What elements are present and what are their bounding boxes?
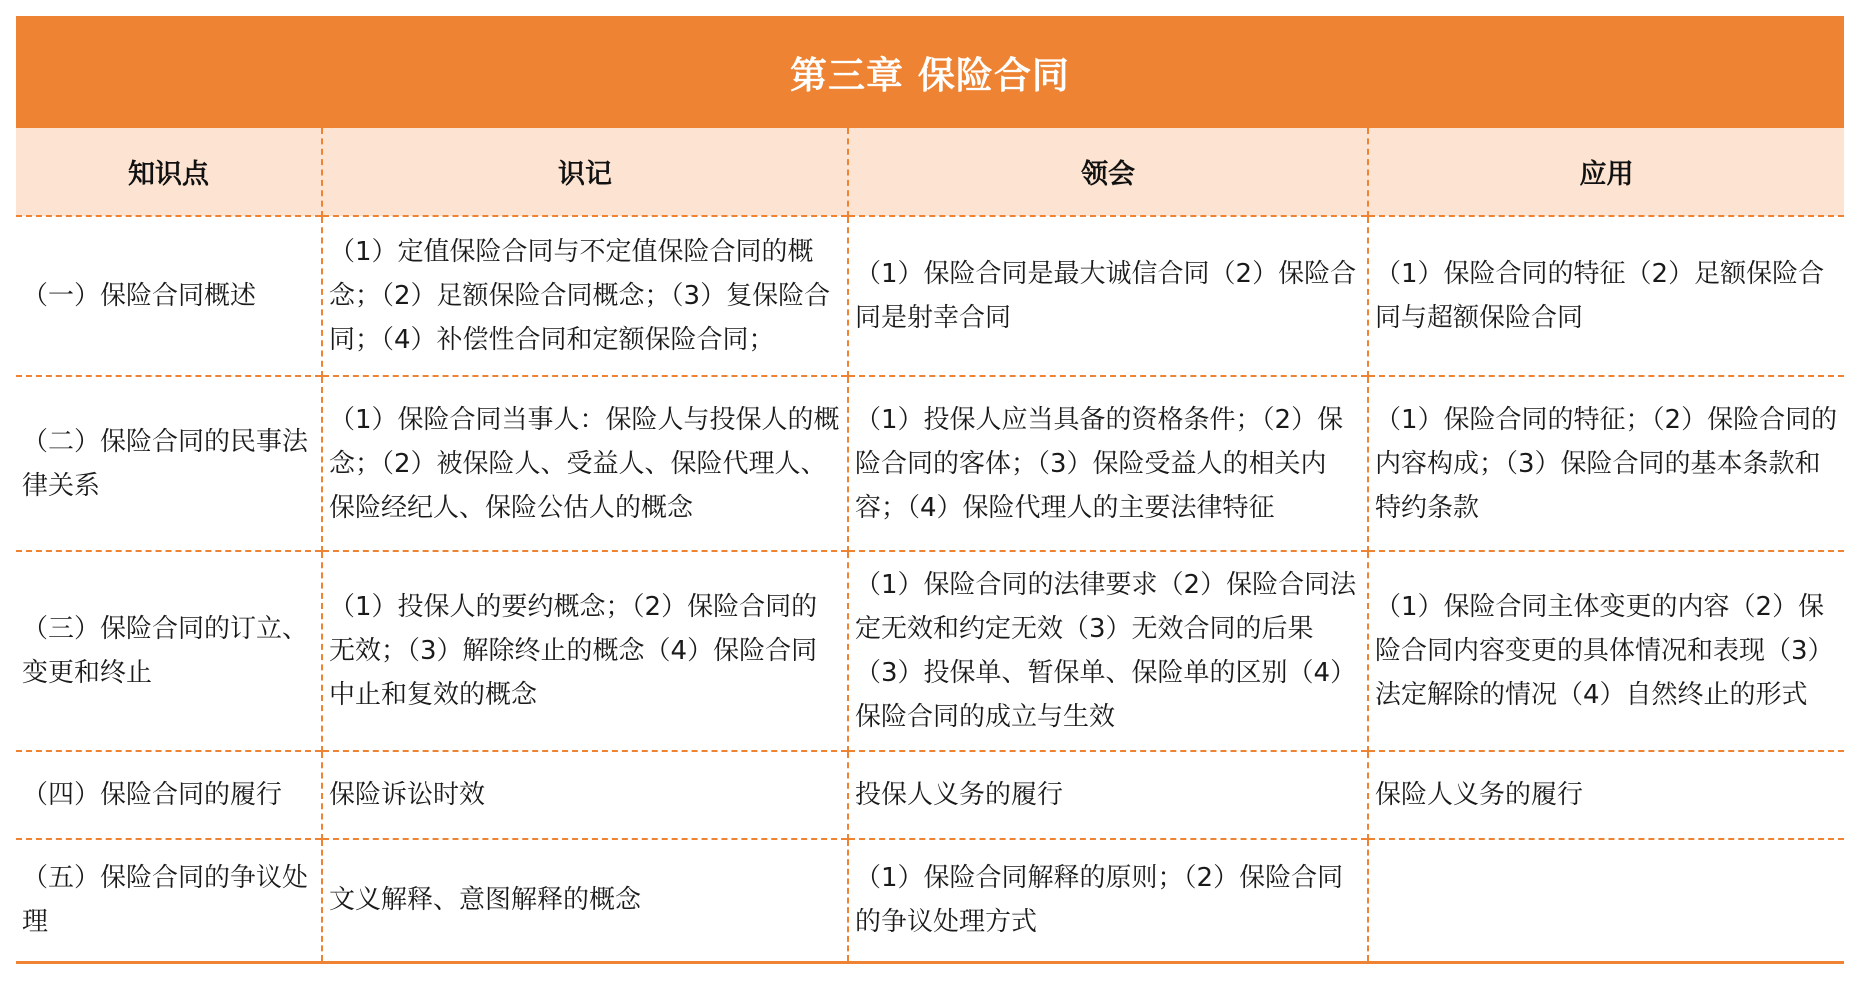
header-understand: 领会	[848, 128, 1368, 216]
table-row	[16, 551, 1844, 751]
header-apply: 应用	[1368, 128, 1844, 216]
understand-cell: （1）投保人应当具备的资格条件；（2）保险合同的客体；（3）保险受益人的相关内容；（4）保险代理人的主要法律特征	[848, 376, 1368, 551]
table-row	[16, 751, 1844, 839]
table-row	[16, 839, 1844, 962]
recall-cell: （1）投保人的要约概念；（2）保险合同的无效；（3）解除终止的概念（4）保险合同中止和复效的概念	[322, 551, 848, 751]
apply-cell: （1）保险合同主体变更的内容（2）保险合同内容变更的具体情况和表现（3）法定解除的情况（4）自然终止的形式	[1368, 551, 1844, 751]
recall-cell: （1）保险合同当事人：保险人与投保人的概念；（2）被保险人、受益人、保险代理人、保险经纪人、保险公估人的概念	[322, 376, 848, 551]
recall-cell: 保险诉讼时效	[322, 751, 848, 839]
topic-cell: （五）保险合同的争议处理	[16, 839, 322, 962]
understand-cell: （1）保险合同是最大诚信合同（2）保险合同是射幸合同	[848, 216, 1368, 376]
apply-cell: （1）保险合同的特征；（2）保险合同的内容构成；（3）保险合同的基本条款和特约条款	[1368, 376, 1844, 551]
understand-cell: （1）保险合同的法律要求（2）保险合同法定无效和约定无效（3）无效合同的后果（3）投保单、暂保单、保险单的区别（4）保险合同的成立与生效	[848, 551, 1368, 751]
topic-cell: （一）保险合同概述	[16, 216, 322, 376]
recall-cell: 文义解释、意图解释的概念	[322, 839, 848, 962]
table-row	[16, 216, 1844, 376]
recall-cell: （1）定值保险合同与不定值保险合同的概念；（2）足额保险合同概念；（3）复保险合同；（4）补偿性合同和定额保险合同；	[322, 216, 848, 376]
table-row	[16, 376, 1844, 551]
chapter-title: 第三章 保险合同	[16, 16, 1844, 128]
understand-cell: （1）保险合同解释的原则；（2）保险合同的争议处理方式	[848, 839, 1368, 962]
header-recall: 识记	[322, 128, 848, 216]
syllabus-table	[16, 128, 1844, 964]
topic-cell: （二）保险合同的民事法律关系	[16, 376, 322, 551]
apply-cell: （1）保险合同的特征（2）足额保险合同与超额保险合同	[1368, 216, 1844, 376]
apply-cell	[1368, 839, 1844, 962]
header-row	[16, 128, 1844, 216]
apply-cell: 保险人义务的履行	[1368, 751, 1844, 839]
understand-cell: 投保人义务的履行	[848, 751, 1368, 839]
topic-cell: （三）保险合同的订立、变更和终止	[16, 551, 322, 751]
header-topic: 知识点	[16, 128, 322, 216]
syllabus-table-container	[16, 16, 1844, 964]
topic-cell: （四）保险合同的履行	[16, 751, 322, 839]
